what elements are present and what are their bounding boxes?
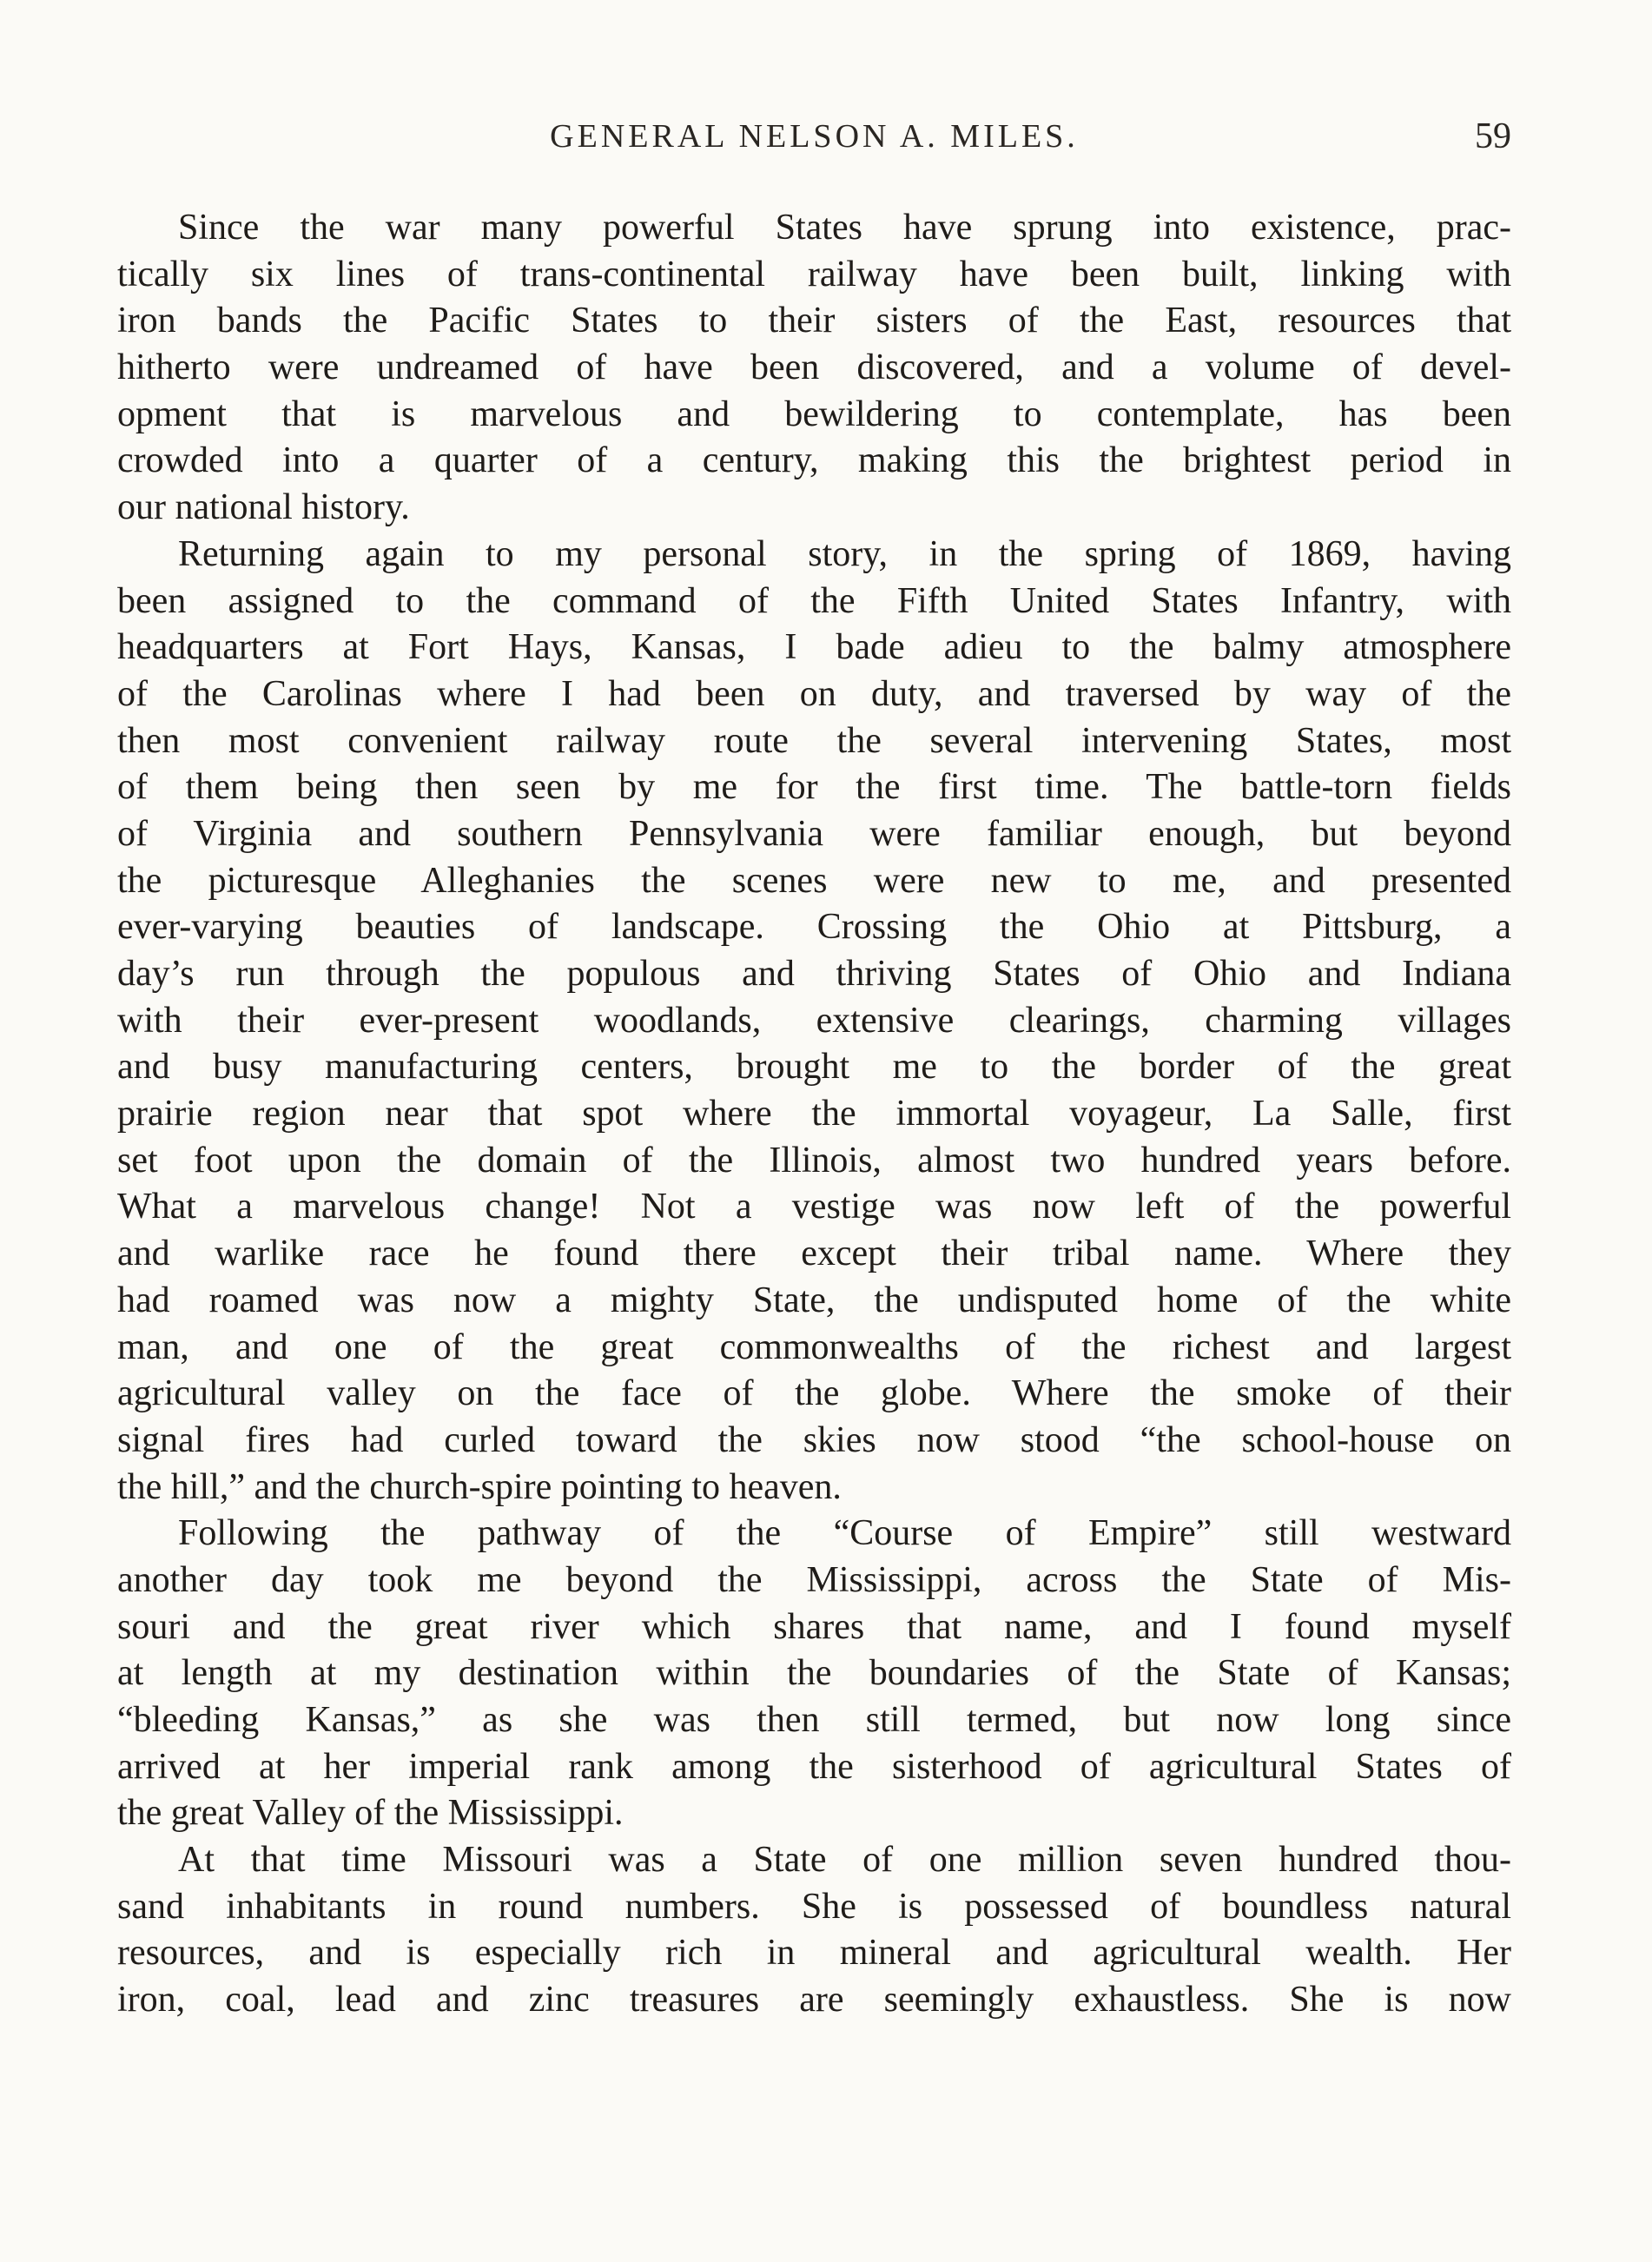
text-line: iron bands the Pacific States to their sisters of the East, resources that <box>117 301 1511 341</box>
text-line: another day took me beyond the Mississippi, across the State of Mis- <box>117 1559 1511 1600</box>
text-line: iron, coal, lead and zinc treasures are seemingly exhaustless. She is now <box>117 1980 1511 2021</box>
text-line: “bleeding Kansas,” as she was then still termed, but now long since <box>117 1700 1511 1740</box>
text-line: What a marvelous change! Not a vestige was now left of the powerful <box>117 1187 1511 1227</box>
text-line: with their ever-present woodlands, extensive clearings, charming villages <box>117 1000 1511 1041</box>
text-line: prairie region near that spot where the immortal voyageur, La Salle, first <box>117 1094 1511 1134</box>
text-line: opment that is marvelous and bewildering to contemplate, has been <box>117 394 1511 434</box>
text-line: sand inhabitants in round numbers. She is possessed of boundless natural <box>117 1886 1511 1927</box>
text-line: At that time Missouri was a State of one million seven hundred thou- <box>178 1840 1511 1881</box>
running-head: GENERAL NELSON A. MILES. <box>550 118 1079 155</box>
text-line: Returning again to my personal story, in the spring of 1869, having <box>178 533 1511 574</box>
paragraph-2 <box>117 532 1511 1511</box>
text-line: day’s run through the populous and thriving States of Ohio and Indiana <box>117 954 1511 994</box>
text-line: the hill,” and the church-spire pointing to heaven. <box>117 1466 842 1507</box>
text-line: ever-varying beauties of landscape. Crossing the Ohio at Pittsburg, a <box>117 907 1511 948</box>
text-line: arrived at her imperial rank among the sisterhood of agricultural States of <box>117 1746 1511 1787</box>
paragraph-1 <box>117 205 1511 532</box>
text-line: set foot upon the domain of the Illinois, almost two hundred years before. <box>117 1140 1511 1181</box>
text-line: the great Valley of the Mississippi. <box>117 1793 624 1834</box>
text-line: crowded into a quarter of a century, making this the brightest period in <box>117 440 1511 481</box>
text-line: souri and the great river which shares that name, and I found myself <box>117 1606 1511 1647</box>
text-line: headquarters at Fort Hays, Kansas, I bade adieu to the balmy atmosphere <box>117 627 1511 668</box>
text-line: our national history. <box>117 487 410 528</box>
text-line: of the Carolinas where I had been on duty, and traversed by way of the <box>117 673 1511 714</box>
text-line: Following the pathway of the “Course of Empire” still westward <box>178 1513 1511 1554</box>
page-header <box>117 117 1511 169</box>
text-line: of them being then seen by me for the first time. The battle-torn fields <box>117 767 1511 808</box>
text-line: Since the war many powerful States have sprung into existence, prac- <box>178 208 1511 248</box>
text-line: then most convenient railway route the several intervening States, most <box>117 720 1511 761</box>
page-number: 59 <box>1475 116 1511 156</box>
text-line: signal fires had curled toward the skies now stood “the school-house on <box>117 1419 1511 1460</box>
text-line: tically six lines of trans-continental railway have been built, linking with <box>117 254 1511 294</box>
text-line: the picturesque Alleghanies the scenes were new to me, and presented <box>117 860 1511 901</box>
text-line: man, and one of the great commonwealths of the richest and largest <box>117 1326 1511 1367</box>
text-line: been assigned to the command of the Fifth United States Infantry, with <box>117 580 1511 621</box>
text-line: had roamed was now a mighty State, the undisputed home of the white <box>117 1280 1511 1320</box>
text-line: and warlike race he found there except their tribal name. Where they <box>117 1234 1511 1274</box>
text-line: and busy manufacturing centers, brought me to the border of the great <box>117 1047 1511 1088</box>
text-line: hitherto were undreamed of have been discovered, and a volume of devel- <box>117 347 1511 388</box>
paragraph-4 <box>117 1837 1511 2024</box>
body-text <box>117 205 1511 2024</box>
paragraph-3 <box>117 1511 1511 1837</box>
text-line: of Virginia and southern Pennsylvania were familiar enough, but beyond <box>117 813 1511 854</box>
text-line: agricultural valley on the face of the globe. Where the smoke of their <box>117 1373 1511 1414</box>
text-line: resources, and is especially rich in mineral and agricultural wealth. Her <box>117 1933 1511 1974</box>
text-line: at length at my destination within the boundaries of the State of Kansas; <box>117 1653 1511 1694</box>
